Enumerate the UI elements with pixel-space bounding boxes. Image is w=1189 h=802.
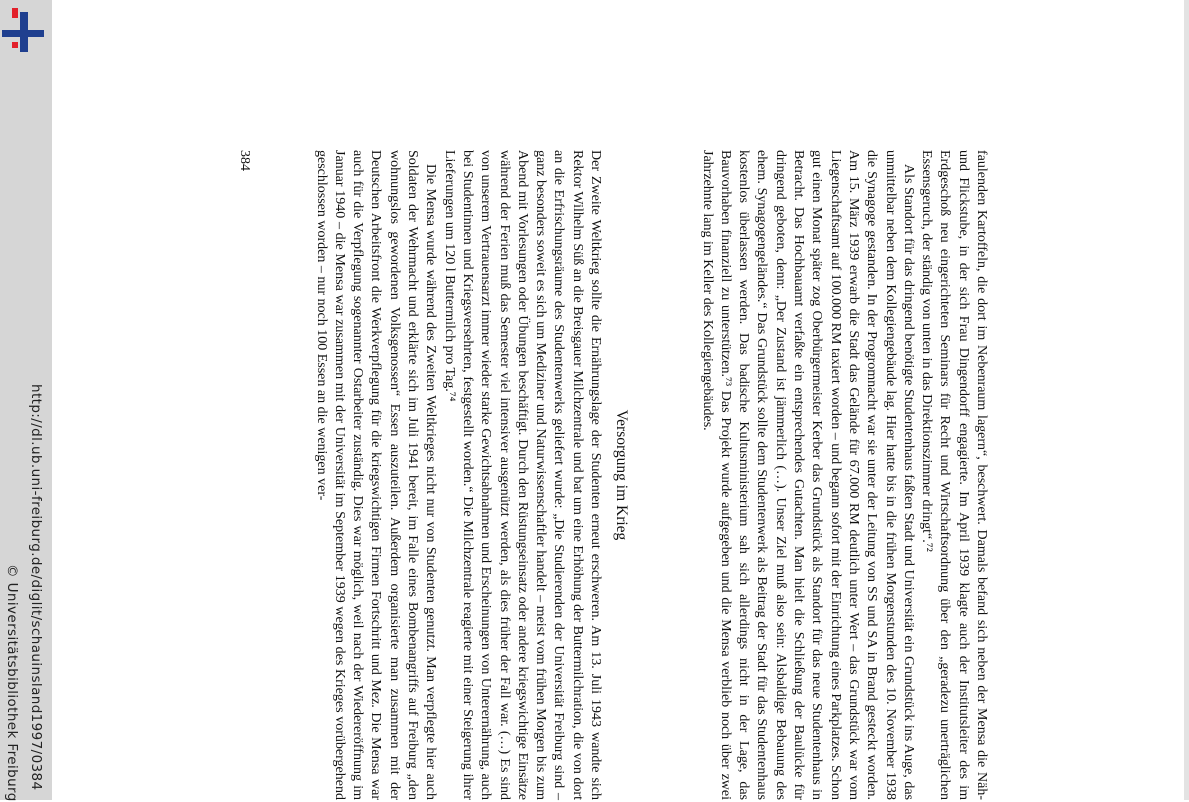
paragraph: Der Zweite Weltkrieg sollte die Ernährungslage der Studenten erneut erschweren. Am 13. Juli 1943 wandte sich Rektor Wilhelm Süß an die Breisgauer Milchzentrale und bat um eine Erhöhung der Buttermilchration, die von dort an die Erfrischungsräume des Studentenwerks geliefert wurde: „Die Studierenden der Universität Freiburg sind – ganz besonders soweit es sich um Mediziner und Naturwissenschaftler handelt – meist vom frühen Morgen bis zum Abend mit Vorlesungen oder Übungen beschäftigt. Durch den Rüstungseinsatz oder andere kriegswichtige Einsätze während der Ferien muß das Semester viel intensiver ausgenützt werden, als dies früher der Fall war. (…) Es sind von unserem Vertrauensarzt immer wieder starke Gewichtsabnahmen und Erscheinungen von Unterernährung, auch bei Studentinnen und Kriegsversehrten, festgestellt worden.“ Die Milchzentrale reagierte mit einer Steigerung ihrer Lieferungen um 120 l Buttermilch pro Tag.⁷⁴: [441, 150, 603, 800]
source-url[interactable]: http://dl.ub.uni-freiburg.de/diglit/schauinsland1997/0384: [28, 384, 44, 791]
text-block-top: [697, 150, 990, 800]
page-edge: [1184, 0, 1189, 800]
paragraph: faulenden Kartoffeln, die dort im Nebenraum lagern“, beschwert. Damals befand sich neben der Mensa die Näh- und Flickstube, in der sich Frau Dingendorff engagierte. Im April 1939 klagte auch der Institutsleiter des im Erdgeschoß neu eingerichteten Seminars für Recht und Wirtschaftsordnung über den „geradezu unerträglichen Essensgeruch, der ständig von unten in das Direktionszimmer dringt“.⁷²: [919, 150, 989, 800]
sidebar: [0, 0, 52, 800]
section-heading: Versorgung im Krieg: [613, 409, 630, 541]
paragraph: Als Standort für das dringend benötigte Studentenhaus faßten Stadt und Universität ein Grundstück ins Auge, das unmittelbar neben dem Kollegiengebäude lag. Hier hatte bis in die frühen Morgenstunden des 10. November 1938 die Synagoge gestanden. In der Progromnacht war sie unter der Leitung von SS und SA in Brand gesteckt worden. Am 15. März 1939 erwarb die Stadt das Gelände für 67.000 RM deutlich unter Wert – das Grundstück war vom Liegenschaftsamt auf 100.000 RM taxiert worden – und begann sofort mit der Einrichtung eines Parkplatzes. Schon gut einen Monat später zog Oberbürgermeister Kerber das Grundstück als Standort für das neue Studentenhaus in Betracht. Das Hochbauamt verfaßte ein entsprechendes Gutachten. Man hielt die Schließung der Baulücke für dringend geboten, denn: „Der Zustand ist jämmerlich (…). Unser Ziel muß also sein: Alsbaldige Bebauung des ehem. Synagogengeländes.“ Das Grundstück sollte dem Studentenwerk als Beitrag der Stadt für das Studentenhaus kostenlos überlassen werden. Das badische Kultusministerium sah sich allerdings nicht in der Lage, das Bauvorhaben finanziell zu unterstützen.⁷³ Das Projekt wurde aufgegeben und die Mensa verblieb noch über zwei Jahrzehnte lang im Keller des Kollegiengebäudes.: [699, 150, 916, 800]
sidebar-text: [0, 0, 52, 800]
paragraph: Die Mensa wurde während des Zweiten Weltkrieges nicht nur von Studenten genutzt. Man verpflegte hier auch Soldaten der Wehrmacht und erklärte sich im Juli 1941 bereit, im Falle eines Bombenangriffs auf Freiburg „den wohnungslos gewordenen Volksgenossen“ Essen auszuteilen. Außerdem organisierte man zusammen mit der Deutschen Arbeitsfront die Werkverpflegung für die kriegswichtigen Firmen Fortschritt und Mez. Die Mensa war auch für die Verpflegung sogenannter Ostarbeiter zuständig. Dies war möglich, weil nach der Wiedereröffnung im Januar 1940 – die Mensa war zusammen mit der Universität im September 1939 wegen des Krieges vorübergehend geschlossen worden – nur noch 100 Essen an die wenigen ver-: [313, 150, 439, 800]
rotated-page: [230, 150, 990, 800]
text-block-bottom: [311, 150, 604, 800]
copyright-notice: © Universitätsbibliothek Freiburg: [4, 564, 20, 802]
page-number: 384: [237, 150, 252, 171]
